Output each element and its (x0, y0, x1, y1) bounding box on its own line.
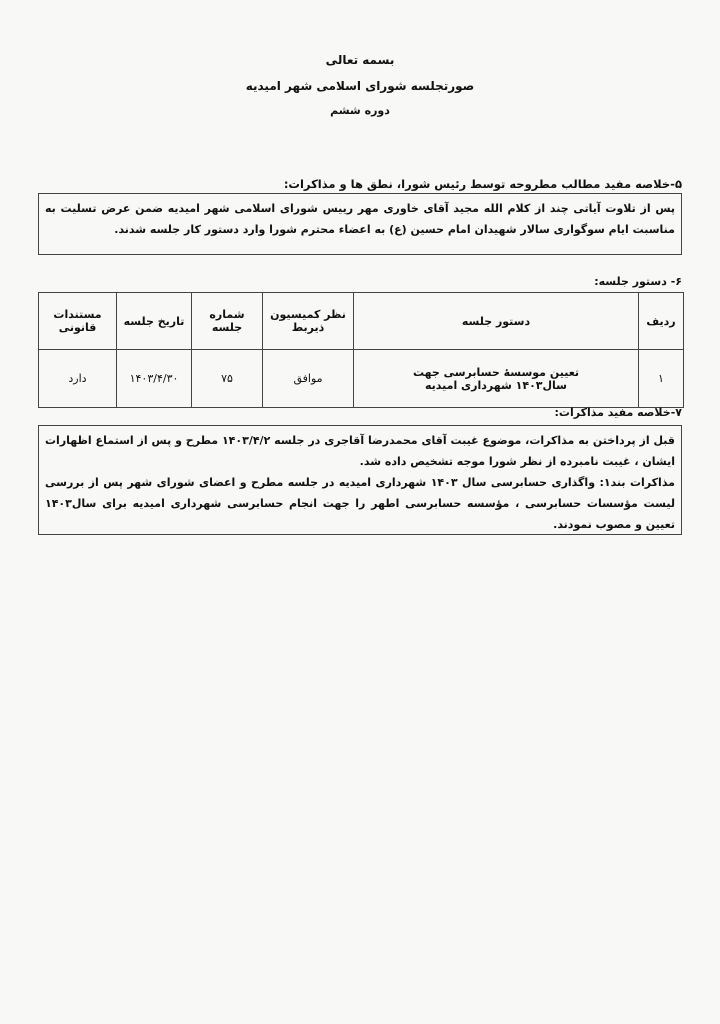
table-row (39, 350, 684, 408)
section6-title: ۶- دستور جلسه: (594, 275, 682, 288)
table-header-row (39, 293, 684, 350)
section5-text: پس از تلاوت آیاتی چند از کلام الله مجید آقای خاوری مهر ریيس شورای اسلامی شهر امیدیه ضمن عرض تسلیت به مناسبت ایام سوگواری سالار شهیدان امام حسین (ع) به اعضاء محترم شورا وارد دستور کار جلسه شدند. (45, 202, 675, 236)
col-session-number: شماره جلسه (192, 293, 263, 350)
section7-para1: قبل از پرداختن به مذاکرات، موضوع غیبت آقای محمدرضا آقاجری در جلسه ۱۴۰۳/۴/۲ مطرح و پس از استماع اظهارات ایشان ، غیبت نامبرده از نظر شورا موجه تشخیص داده شد. (45, 434, 675, 468)
cell-session-number: ۷۵ (192, 350, 263, 408)
section7-para2: مذاکرات بند۱: واگذاری حسابرسی سال ۱۴۰۳ شهرداری امیدیه در جلسه مطرح و اعضای شورای شهر پس از بررسی لیست مؤسسات حسابرسی ، مؤسسه حسابرسی اطهر را جهت انجام حسابرسی شهرداری امیدیه برای سال۱۴۰۳ تعیین و مصوب نمودند. (45, 476, 675, 531)
cell-session-date: ۱۴۰۳/۴/۳۰ (117, 350, 192, 408)
header-basmala: بسمه تعالی (325, 53, 395, 67)
col-row-number: ردیف (639, 293, 684, 350)
col-legal-documents: مستندات قانونی (39, 293, 117, 350)
cell-row-number: ۱ (639, 350, 684, 408)
section5-title: ۵-خلاصه مفید مطالب مطروحه توسط رئیس شورا، نطق ها و مذاکرات: (283, 177, 682, 191)
col-agenda: دستور جلسه (354, 293, 639, 350)
section5-box (38, 193, 682, 255)
council-term: دوره ششم (330, 104, 390, 117)
col-commission-opinion: نظر کمیسیون ذیربط (263, 293, 354, 350)
section7-box (38, 425, 682, 535)
cell-commission-opinion: موافق (263, 350, 354, 408)
cell-legal-documents: دارد (39, 350, 117, 408)
cell-agenda: تعیین موسسهٔ حسابرسی جهت سال۱۴۰۳ شهرداری امیدیه (354, 350, 639, 408)
document-title: صورتجلسه شورای اسلامی شهر امیدیه (245, 79, 475, 93)
col-session-date: تاریخ جلسه (117, 293, 192, 350)
section7-title: ۷-خلاصه مفید مذاکرات: (554, 406, 682, 419)
agenda-table (38, 292, 684, 408)
